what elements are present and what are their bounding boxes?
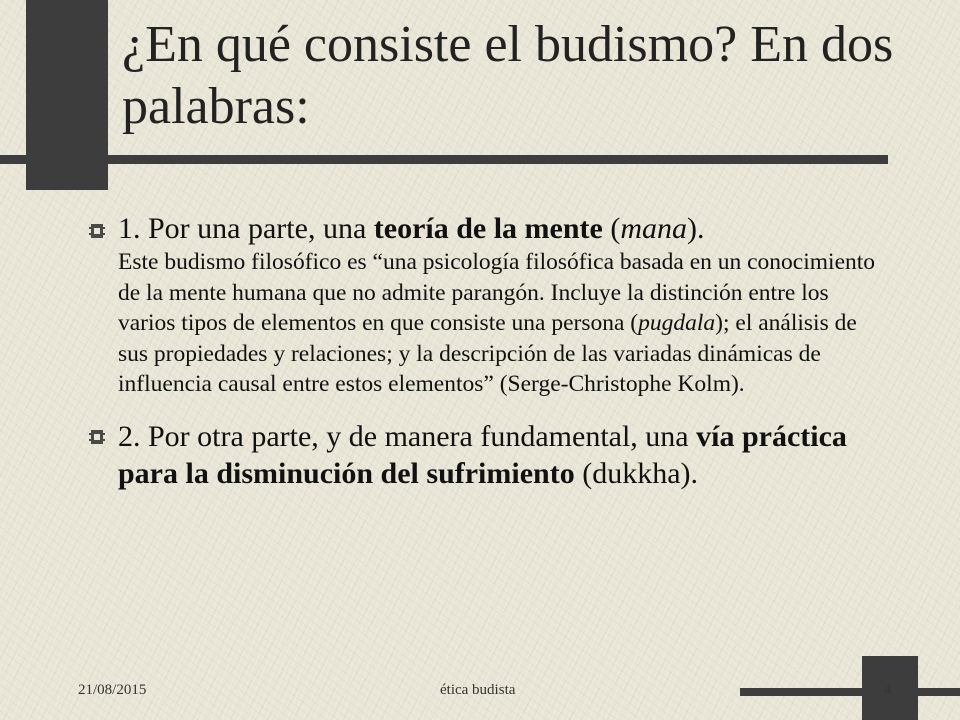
bullet-item-2	[88, 418, 888, 492]
footer-date: 21/08/2015	[78, 682, 147, 698]
bullet-list	[88, 212, 888, 492]
bullet-1-lead: 1. Por una parte, una teoría de la mente (mana).	[118, 212, 705, 245]
footer-line	[740, 688, 960, 696]
slide-title: ¿En qué consiste el budismo? En dos palabras:	[122, 16, 894, 135]
bullet-square-icon	[88, 222, 106, 240]
bullet-2-key-term: vía práctica para la disminución del sufrimiento	[118, 419, 847, 490]
footer-title: ética budista	[440, 682, 516, 698]
bullet-2-text: 2. Por otra parte, y de manera fundamental, una vía práctica para la disminución del sufrimiento (dukkha).	[118, 419, 847, 490]
slide-number: 4	[884, 682, 892, 698]
bullet-square-icon	[88, 428, 106, 446]
bullet-1-quote: Este budismo filosófico es “una psicología filosófica basada en un conocimiento de la mente humana que no admite parangón. Incluye la distinción entre los varios tipos de elementos en que consiste una persona (pugdala); el análisis de sus propiedades y relaciones; y la descripción de las variadas dinámicas de influencia causal entre estos elementos” (Serge-Christophe Kolm).	[118, 249, 876, 397]
bullet-item-1	[88, 212, 888, 400]
title-underline	[0, 155, 888, 164]
bullet-1-key-term: teoría de la mente	[373, 212, 603, 245]
